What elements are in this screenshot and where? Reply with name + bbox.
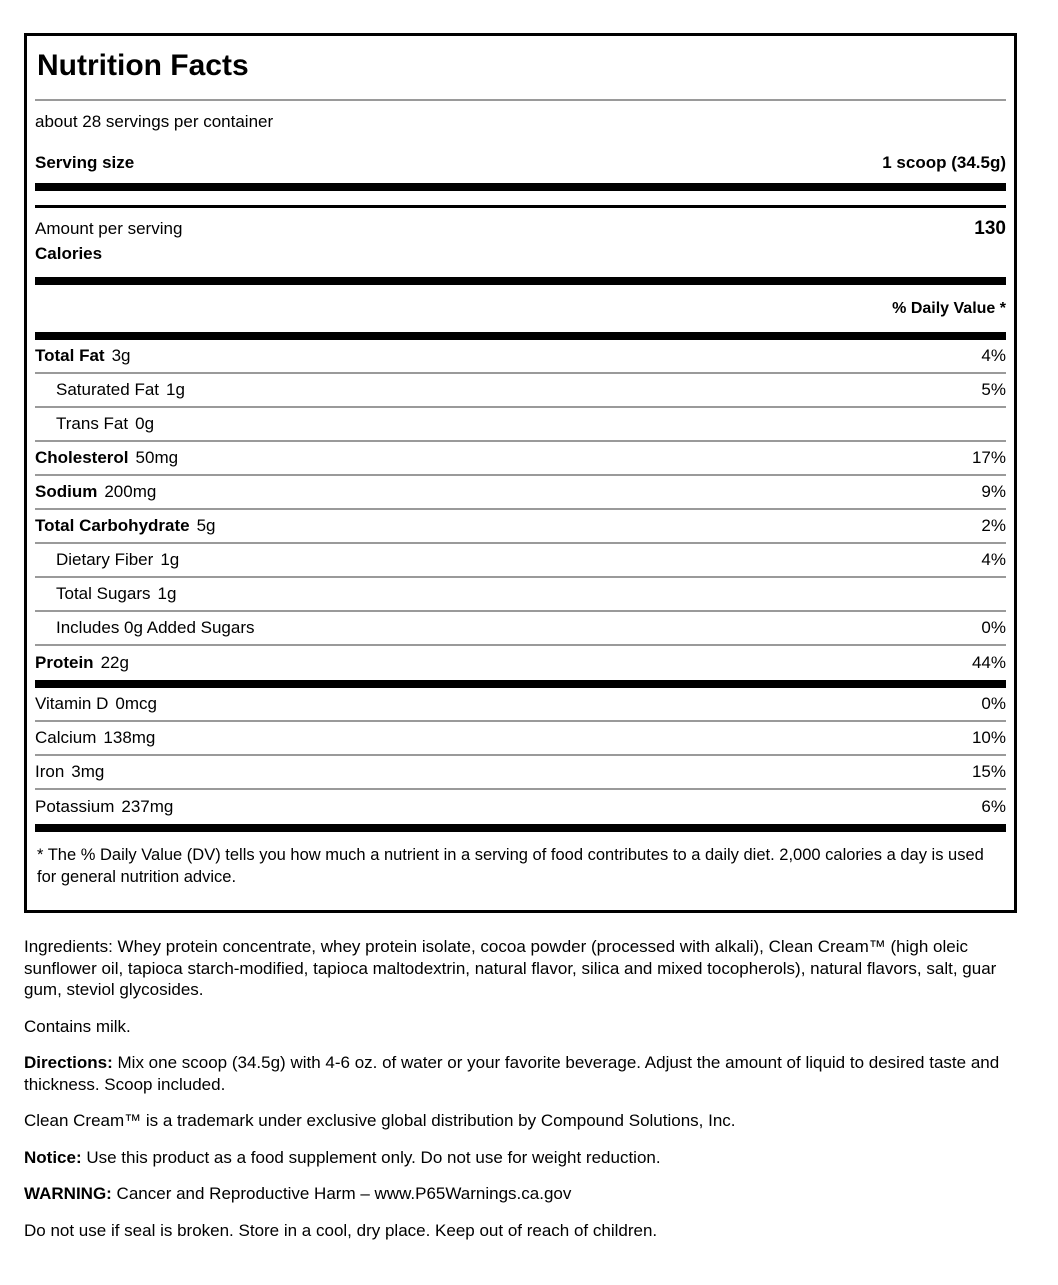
nutrient-row-added-sugars	[35, 612, 1006, 646]
thick-rule	[35, 680, 1006, 688]
nutrient-amount: 3mg	[71, 762, 105, 781]
nutrient-dv: 0%	[981, 618, 1006, 637]
nutrient-row-trans-fat	[35, 408, 1006, 442]
nutrient-name-group	[35, 618, 254, 638]
nutrient-name: Dietary Fiber	[56, 550, 154, 569]
thick-rule	[35, 824, 1006, 832]
paragraph-text: Clean Cream™ is a trademark under exclusive global distribution by Compound Solutions, Inc.	[24, 1111, 736, 1130]
spacer	[35, 191, 1006, 205]
nutrient-dv: 0%	[981, 694, 1006, 713]
nutrient-dv: 44%	[971, 653, 1006, 672]
paragraph-text: Ingredients: Whey protein concentrate, whey protein isolate, cocoa powder (processed with alkali), Clean Cream™ (high oleic sunflower oil, tapioca starch-modified, tapioca maltodextrin, natural flavor, silica and mixed tocopherols), natural flavors, salt, guar gum, steviol glycosides.	[24, 937, 997, 999]
notice-paragraph	[24, 1147, 1030, 1169]
nutrient-name-group	[35, 414, 154, 434]
nutrient-dv: 4%	[981, 550, 1006, 569]
nutrient-name: Total Carbohydrate	[35, 516, 190, 535]
serving-size-row	[35, 143, 1006, 183]
nutrient-row-dietary-fiber	[35, 544, 1006, 578]
nutrient-row-calcium	[35, 722, 1006, 756]
nutrient-dv: 6%	[981, 797, 1006, 816]
nutrient-amount: 200mg	[104, 482, 157, 501]
servings-per-container	[35, 101, 1006, 143]
nutrient-row-saturated-fat	[35, 374, 1006, 408]
storage-paragraph	[24, 1220, 1030, 1242]
nutrient-dv: 4%	[981, 346, 1006, 365]
nutrient-name-group	[35, 346, 131, 366]
daily-value-footnote: * The % Daily Value (DV) tells you how much a nutrient in a serving of food contributes to a daily diet. 2,000 calories a day is used for general nutrition advice.	[37, 846, 984, 886]
nutrient-name: Includes 0g Added Sugars	[56, 618, 255, 637]
nutrient-name-group	[35, 516, 216, 536]
nutrient-name-group	[35, 482, 156, 502]
nutrient-row-total-sugars	[35, 578, 1006, 612]
nutrient-name-group	[35, 797, 173, 817]
nutrient-dv: 5%	[981, 380, 1006, 399]
nutrient-amount: 5g	[196, 516, 216, 535]
paragraph-prefix: WARNING:	[24, 1184, 112, 1203]
nutrient-dv: 10%	[971, 728, 1006, 747]
calories-value: 130	[974, 218, 1006, 239]
nutrient-row-total-carbohydrate	[35, 510, 1006, 544]
nutrient-name-group	[35, 728, 155, 748]
nutrition-label-page	[0, 33, 1058, 1285]
nutrient-name-group	[35, 653, 129, 673]
nutrient-name: Sodium	[35, 482, 98, 501]
serving-size-value: 1 scoop (34.5g)	[882, 153, 1006, 172]
directions-paragraph	[24, 1052, 1030, 1095]
calories-label: Calories	[35, 244, 103, 263]
nutrient-amount: 50mg	[135, 448, 179, 467]
trademark-paragraph	[24, 1110, 1030, 1132]
nutrient-row-total-fat	[35, 340, 1006, 374]
contains-paragraph	[24, 1016, 1030, 1038]
nutrient-name: Cholesterol	[35, 448, 129, 467]
supplement-info-section	[24, 936, 1030, 1241]
nutrient-row-potassium	[35, 790, 1006, 824]
nutrient-amount: 22g	[100, 653, 129, 672]
nutrient-name: Potassium	[35, 797, 115, 816]
paragraph-text: Do not use if seal is broken. Store in a cool, dry place. Keep out of reach of children.	[24, 1220, 658, 1240]
nutrient-name: Total Sugars	[56, 584, 151, 603]
nutrient-amount: 0mcg	[115, 694, 157, 713]
nutrient-amount: 1g	[157, 584, 177, 603]
nutrient-dv: 9%	[981, 482, 1006, 501]
nutrient-name-group	[35, 584, 176, 604]
nutrient-name: Calcium	[35, 728, 97, 747]
nutrient-name: Trans Fat	[56, 414, 129, 433]
thick-rule	[35, 277, 1006, 285]
nutrition-facts-panel	[24, 33, 1017, 913]
nutrient-name-group	[35, 762, 104, 782]
nutrient-amount: 138mg	[103, 728, 156, 747]
nutrient-dv: 17%	[971, 448, 1006, 467]
nutrient-name-group	[35, 694, 157, 714]
amount-per-serving-row	[35, 208, 1006, 240]
nutrient-row-cholesterol	[35, 442, 1006, 476]
nutrient-row-iron	[35, 756, 1006, 790]
nutrient-row-sodium	[35, 476, 1006, 510]
warning-paragraph	[24, 1183, 1030, 1205]
nutrient-name-group	[35, 380, 185, 400]
paragraph-text: Cancer and Reproductive Harm – www.P65Warnings.ca.gov	[111, 1184, 572, 1203]
nutrient-name-group	[35, 550, 179, 570]
amount-per-serving-label: Amount per serving	[35, 219, 183, 238]
daily-value-header: % Daily Value *	[892, 300, 1006, 317]
thick-rule	[35, 183, 1006, 191]
paragraph-text: Use this product as a food supplement only. Do not use for weight reduction.	[81, 1147, 661, 1167]
nutrient-amount: 1g	[166, 380, 185, 399]
paragraph-text: Contains milk.	[24, 1016, 131, 1036]
serving-size-label: Serving size	[35, 153, 135, 172]
nutrient-name-group	[35, 448, 178, 468]
nutrient-amount: 3g	[111, 346, 131, 365]
nutrient-name: Saturated Fat	[56, 380, 160, 399]
panel-title: Nutrition Facts	[37, 49, 249, 82]
ingredients-paragraph	[24, 936, 1030, 1001]
nutrient-name: Vitamin D	[35, 694, 109, 713]
nutrient-dv: 2%	[981, 516, 1006, 535]
nutrient-name: Total Fat	[35, 346, 105, 365]
nutrient-dv: 15%	[971, 762, 1006, 781]
paragraph-prefix: Notice:	[24, 1147, 82, 1167]
nutrient-name: Iron	[35, 762, 65, 781]
paragraph-text: Mix one scoop (34.5g) with 4-6 oz. of water or your favorite beverage. Adjust the amount of liquid to desired taste and thickness. Scoop included.	[24, 1053, 1000, 1094]
thick-rule	[35, 332, 1006, 340]
nutrient-name: Protein	[35, 653, 94, 672]
nutrient-amount: 1g	[160, 550, 180, 569]
nutrient-row-vitamin-d	[35, 688, 1006, 722]
nutrient-row-protein	[35, 646, 1006, 680]
nutrient-amount: 0g	[135, 414, 155, 433]
servings-per-container-text: about 28 servings per container	[35, 112, 274, 131]
paragraph-prefix: Directions:	[24, 1053, 113, 1072]
nutrient-amount: 237mg	[121, 797, 174, 816]
